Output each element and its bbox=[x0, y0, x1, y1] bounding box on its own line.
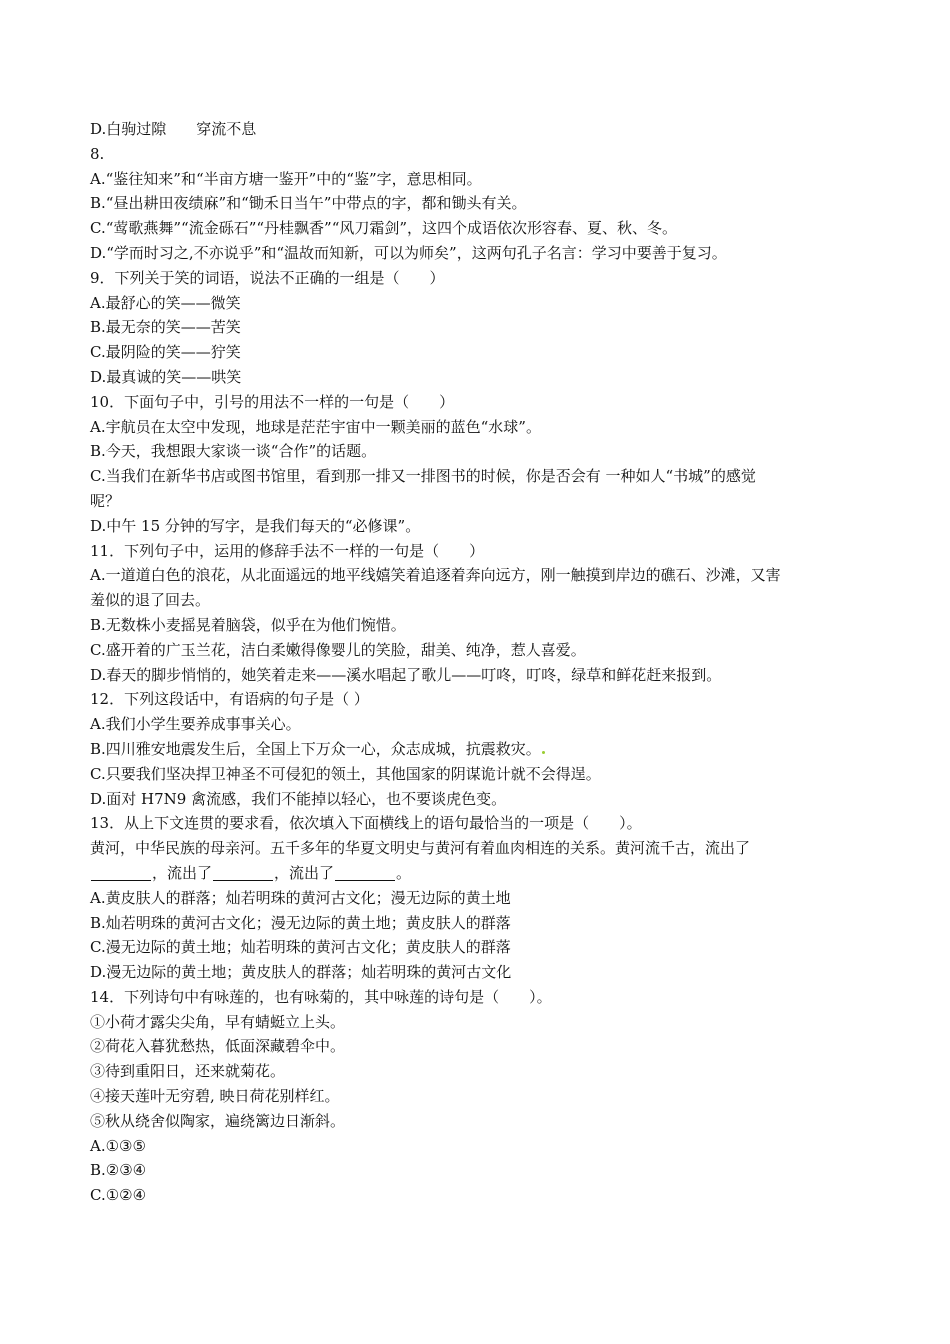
q13-passage-text-3: 。 bbox=[396, 863, 412, 882]
fill-blank-1 bbox=[91, 864, 151, 881]
q13-option-b: B.灿若明珠的黄河古文化；漫无边际的黄土地；黄皮肤人的群落 bbox=[90, 913, 511, 932]
q13-option-d: D.漫无边际的黄土地；黄皮肤人的群落；灿若明珠的黄河古文化 bbox=[90, 963, 512, 982]
q12-option-b-row bbox=[90, 737, 870, 762]
q12-stem: 12．下列这段话中，有语病的句子是（ ） bbox=[90, 690, 369, 709]
q7-option-d: D.白驹过隙 穿流不息 bbox=[90, 120, 257, 138]
q10-option-b: B.今天，我想跟大家谈一谈“合作”的话题。 bbox=[90, 442, 377, 461]
q8-number: 8. bbox=[90, 144, 105, 163]
q10-stem: 10．下面句子中，引号的用法不一样的一句是（ ） bbox=[90, 392, 455, 411]
q11-option-c: C.盛开着的广玉兰花，洁白柔嫩得像婴儿的笑脸，甜美、纯净，惹人喜爱。 bbox=[90, 640, 586, 659]
q13-stem: 13．从上下文连贯的要求看，依次填入下面横线上的语句最恰当的一项是（ ）。 bbox=[90, 814, 642, 833]
q13-passage-text-2: ，流出了 bbox=[274, 863, 335, 882]
q14-option-c: C.①②④ bbox=[90, 1186, 147, 1205]
q8-option-c: C.“莺歌燕舞”“流金砾石”“丹桂飘香”“风刀霜剑”，这四个成语依次形容春、夏、秋、冬。 bbox=[90, 219, 678, 238]
q9-option-a: A.最舒心的笑——微笑 bbox=[90, 293, 241, 312]
q14-option-b: B.②③④ bbox=[90, 1161, 147, 1180]
q10-option-c-line1: C.当我们在新华书店或图书馆里，看到那一排又一排图书的时候，你是否会有 一种如人“书城”的感觉 bbox=[90, 467, 756, 486]
q12-option-c: C.只要我们坚决捍卫神圣不可侵犯的领土，其他国家的阴谋诡计就不会得逞。 bbox=[90, 764, 601, 783]
q12-option-d: D.面对 H7N9 禽流感，我们不能掉以轻心，也不要谈虎色变。 bbox=[90, 789, 507, 808]
q14-poem-3: ③待到重阳日，还来就菊花。 bbox=[90, 1062, 286, 1081]
q11-option-d: D.春天的脚步悄悄的，她笑着走来——溪水唱起了歌儿——叮咚，叮咚，绿草和鲜花赶来报到。 bbox=[90, 665, 722, 684]
q14-poem-2: ②荷花入暮犹愁热，低面深藏碧伞中。 bbox=[90, 1037, 346, 1056]
q14-poem-1: ①小荷才露尖尖角，早有蜻蜓立上头。 bbox=[90, 1012, 346, 1031]
q12-option-a: A.我们小学生要养成事事关心。 bbox=[90, 715, 301, 734]
q8-option-a: A.“鉴往知来”和“半亩方塘一鉴开”中的“鉴”字，意思相同。 bbox=[90, 169, 482, 188]
q14-option-a: A.①③⑤ bbox=[90, 1136, 146, 1155]
q14-poem-4: ④接天莲叶无穷碧, 映日荷花别样红。 bbox=[90, 1087, 340, 1106]
q11-option-a-line1: A.一道道白色的浪花，从北面遥远的地平线嬉笑着追逐着奔向远方，刚一触摸到岸边的礁石、沙滩，又害 bbox=[90, 566, 781, 585]
q8-option-d: D.“学而时习之,不亦说乎”和“温故而知新，可以为师矣”，这两句孔子名言：学习中要善于复习。 bbox=[90, 243, 727, 262]
q9-stem: 9．下列关于笑的词语，说法不正确的一组是（ ） bbox=[90, 268, 445, 287]
q14-poem-5: ⑤秋从绕舍似陶家，遍绕篱边日渐斜。 bbox=[90, 1111, 346, 1130]
q14-stem: 14．下列诗句中有咏莲的，也有咏菊的，其中咏莲的诗句是（ ）。 bbox=[90, 987, 552, 1006]
q11-stem: 11．下列句子中，运用的修辞手法不一样的一句是（ ） bbox=[90, 541, 485, 560]
q9-option-b: B.最无奈的笑——苦笑 bbox=[90, 318, 241, 337]
q13-passage-line1: 黄河，中华民族的母亲河。五千多年的华夏文明史与黄河有着血肉相连的关系。黄河流千古，流出了 bbox=[90, 839, 751, 858]
q13-option-c: C.漫无边际的黄土地；灿若明珠的黄河古文化；黄皮肤人的群落 bbox=[90, 938, 511, 957]
q13-option-a: A.黄皮肤人的群落；灿若明珠的黄河古文化；漫无边际的黄土地 bbox=[90, 888, 511, 907]
q11-option-b: B.无数株小麦摇晃着脑袋，似乎在为他们惋惜。 bbox=[90, 615, 406, 634]
q10-option-a: A.宇航员在太空中发现，地球是茫茫宇宙中一颗美丽的蓝色“水球”。 bbox=[90, 417, 541, 436]
q9-option-c: C.最阴险的笑——狞笑 bbox=[90, 343, 241, 362]
q10-option-d: D.中午 15 分钟的写字，是我们每天的“必修课”。 bbox=[90, 516, 421, 535]
stray-mark bbox=[542, 751, 545, 754]
q9-option-d: D.最真诚的笑——哄笑 bbox=[90, 367, 242, 386]
document-page bbox=[90, 117, 870, 1208]
q11-option-a-line2: 羞似的退了回去。 bbox=[90, 591, 211, 610]
q8-option-b: B.“昼出耕田夜绩麻”和“锄禾日当午”中带点的字，都和锄头有关。 bbox=[90, 194, 527, 213]
q12-option-b: B.四川雅安地震发生后，全国上下万众一心，众志成城，抗震救灾。 bbox=[90, 739, 541, 758]
q10-option-c-line2: 呢？ bbox=[90, 491, 121, 510]
q13-passage-line2 bbox=[90, 861, 870, 886]
fill-blank-2 bbox=[213, 864, 273, 881]
fill-blank-3 bbox=[335, 864, 395, 881]
q13-passage-text-1: ，流出了 bbox=[152, 863, 213, 882]
